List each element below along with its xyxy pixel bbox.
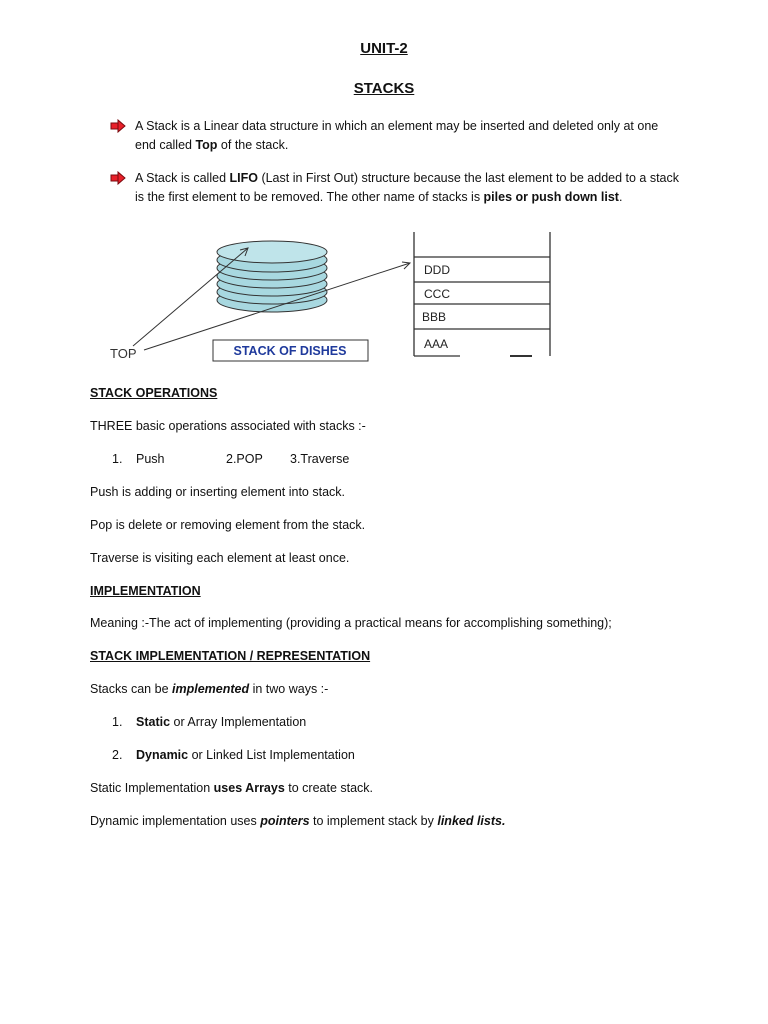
top-label: TOP <box>110 346 137 361</box>
unit-title: UNIT-2 <box>360 40 408 57</box>
operations-intro: THREE basic operations associated with stacks :- <box>90 419 366 433</box>
stack-diagram <box>100 228 570 368</box>
dynamic-implementation-text: Dynamic implementation uses pointers to implement stack by linked lists. <box>90 814 506 828</box>
static-implementation-text: Static Implementation uses Arrays to create stack. <box>90 781 374 795</box>
pop-description: Pop is delete or removing element from the stack. <box>90 518 366 532</box>
implementation-heading: IMPLEMENTATION <box>90 584 201 598</box>
op-push: Push <box>136 452 165 466</box>
list-item-static: 1. Static or Array Implementation <box>112 715 307 729</box>
stack-cell: DDD <box>424 263 450 277</box>
bullet-lifo <box>110 169 690 207</box>
stack-cell: CCC <box>424 287 450 301</box>
dishes-label: STACK OF DISHES <box>233 344 347 358</box>
implementation-meaning: Meaning :-The act of implementing (providing a practical means for accomplishing something); <box>90 616 612 630</box>
representation-heading: STACK IMPLEMENTATION / REPRESENTATION <box>90 649 371 663</box>
dishes-stack-illustration <box>217 241 327 312</box>
red-arrow-icon <box>110 119 126 133</box>
stack-cell: BBB <box>422 310 447 324</box>
bullet-line: A Stack is called LIFO (Last in First Out) structure because the last element to be added to a stack <box>135 171 680 185</box>
list-item-dynamic: 2. Dynamic or Linked List Implementation <box>112 748 355 762</box>
red-arrow-icon <box>110 171 126 185</box>
bullet-line: A Stack is a Linear data structure in which an element may be inserted and deleted only at one <box>135 119 659 133</box>
list-number: 1. <box>112 452 123 466</box>
operations-heading: STACK OPERATIONS <box>90 386 218 400</box>
traverse-description: Traverse is visiting each element at least once. <box>90 551 350 565</box>
op-pop: 2.POP <box>226 452 263 466</box>
bullet-definition <box>110 117 690 155</box>
bullet-line: is the first element to be removed. The other name of stacks is piles or push down list. <box>135 190 623 204</box>
bullet-line: end called Top of the stack. <box>135 138 289 152</box>
representation-intro: Stacks can be implemented in two ways :- <box>90 682 329 696</box>
topic-title: STACKS <box>353 80 415 97</box>
stack-cell: AAA <box>424 337 449 351</box>
op-traverse: 3.Traverse <box>290 452 350 466</box>
push-description: Push is adding or inserting element into stack. <box>90 485 345 499</box>
operations-list <box>90 452 349 466</box>
